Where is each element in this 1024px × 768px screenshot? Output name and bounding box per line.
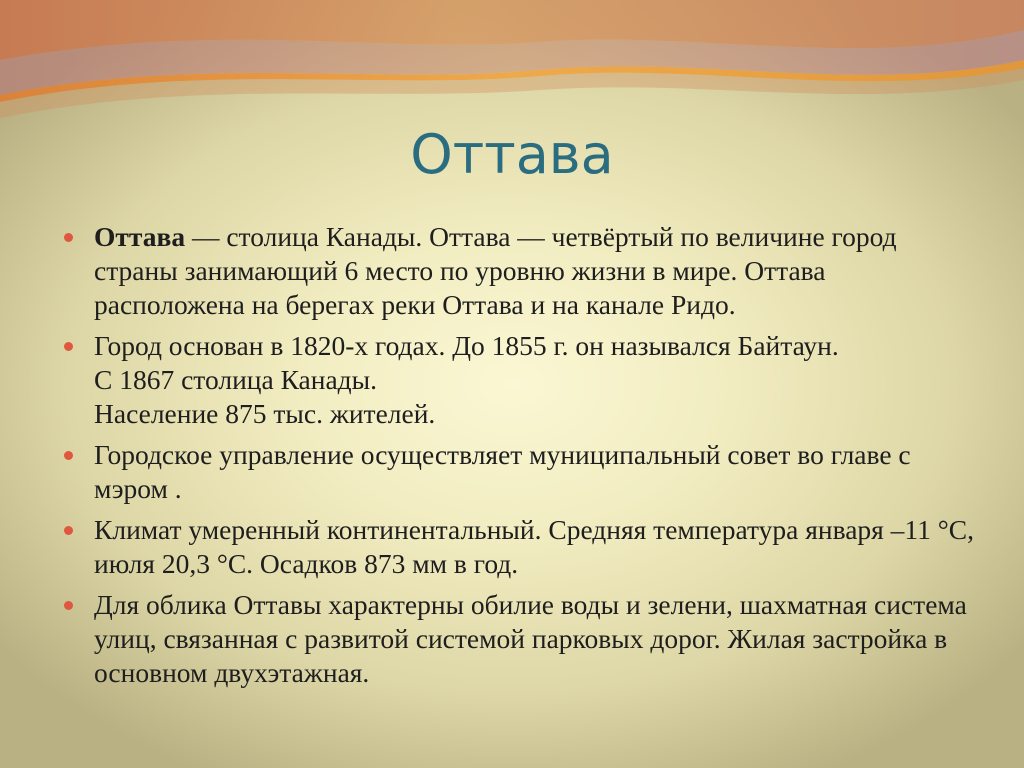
bullet-line: С 1867 столица Канады.: [94, 364, 378, 395]
bullet-list: [62, 220, 982, 697]
bullet-item: [62, 588, 982, 690]
bold-lead-text: Оттава: [94, 221, 186, 252]
bullet-dot-icon: [64, 526, 73, 535]
bullet-item: [62, 438, 982, 506]
bullet-text: — столица Канады. Оттава — четвёртый по величине город страны занимающий 6 место по уровню жизни в мире. Оттава расположена на берегах реки Оттава и на канале Ридо.: [94, 221, 897, 320]
bullet-dot-icon: [64, 451, 73, 460]
slide-title: Оттава: [410, 123, 614, 186]
bullet-text: Для облика Оттавы характерны обилие воды и зелени, шахматная система улиц, связанная с развитой системой парковых дорог. Жилая застройка в основном двухэтажная.: [94, 589, 967, 688]
bullet-dot-icon: [64, 233, 73, 242]
bullet-dot-icon: [64, 342, 73, 351]
bullet-text: Климат умеренный континентальный. Средняя температура января –11 °C, июля 20,3 °C. Осадков 873 мм в год.: [94, 514, 974, 579]
bullet-item: [62, 329, 982, 431]
bullet-item: [62, 513, 982, 581]
bullet-line: Город основан в 1820-х годах. До 1855 г. он назывался Байтаун.: [94, 330, 839, 361]
bullet-dot-icon: [64, 601, 73, 610]
bullet-line: Население 875 тыс. жителей.: [94, 398, 436, 429]
bullet-item: [62, 220, 982, 322]
bullet-text: Городское управление осуществляет муниципальный совет во главе с мэром .: [94, 439, 911, 504]
